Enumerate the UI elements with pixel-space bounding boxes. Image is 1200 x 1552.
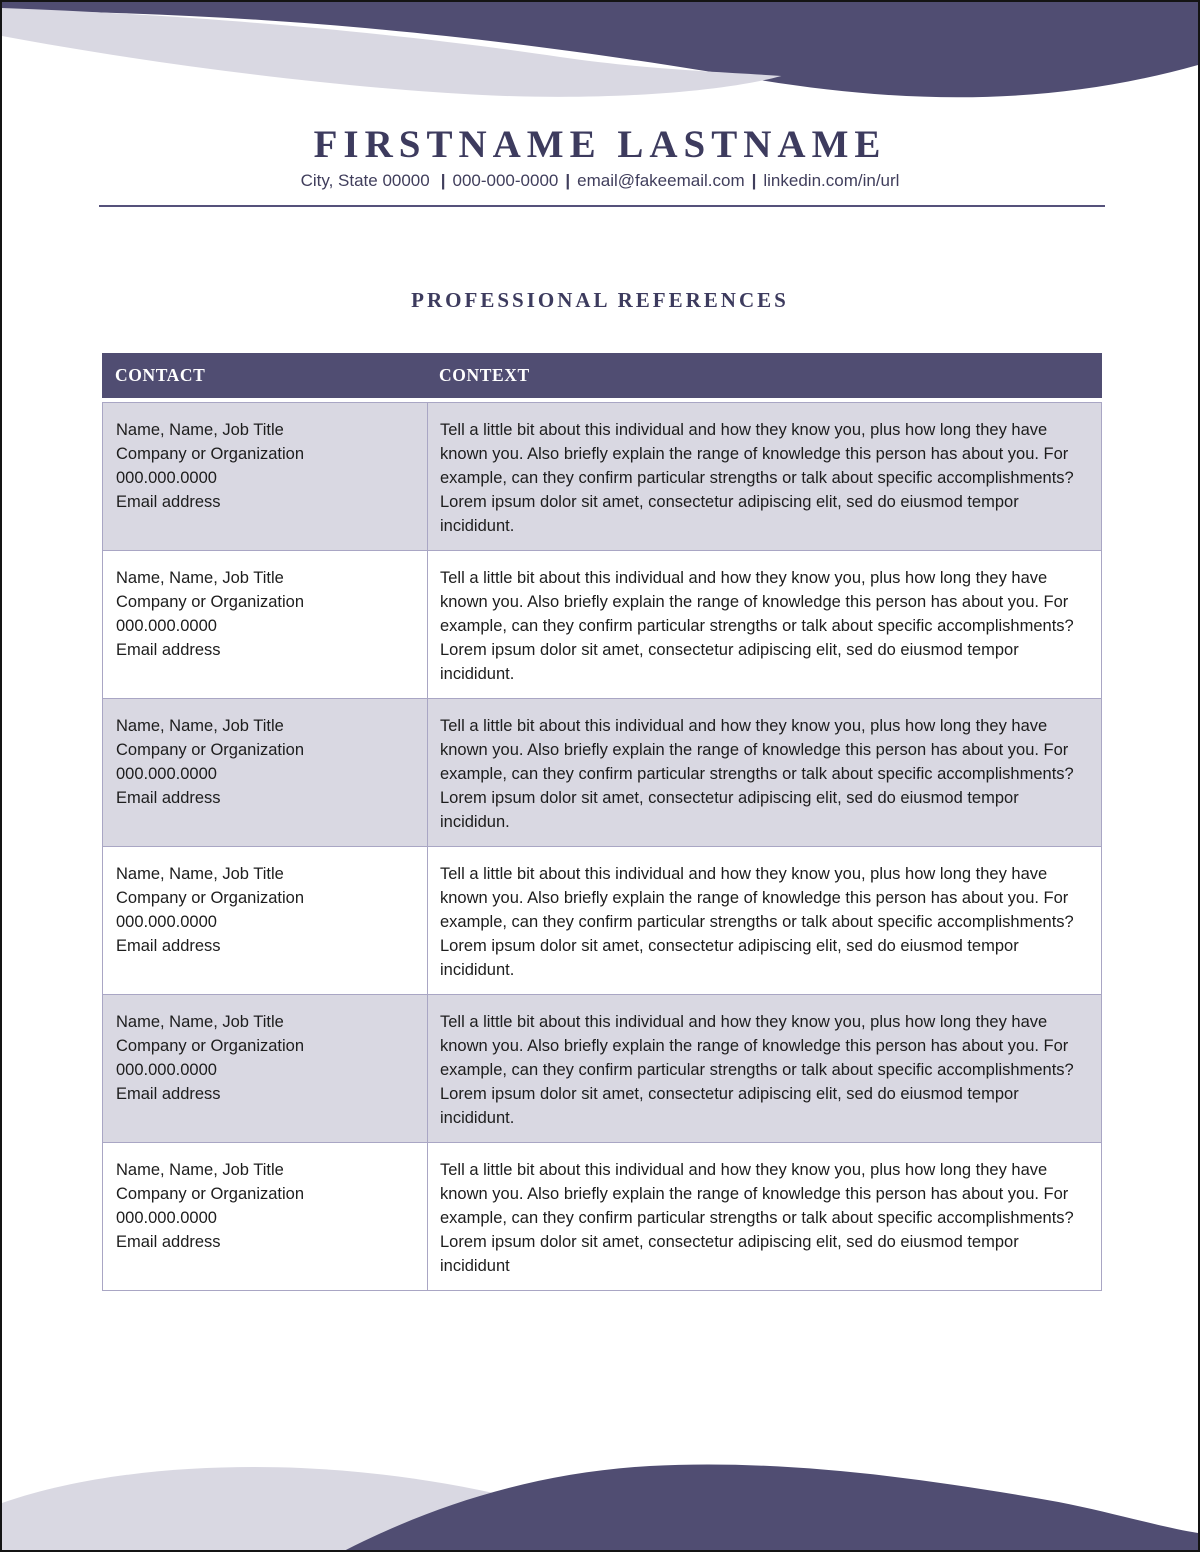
table-header-row (102, 353, 1102, 398)
column-header-contact: CONTACT (115, 365, 206, 385)
reference-phone: 000.000.0000 (116, 765, 217, 783)
reference-name: Name, Name, Job Title (116, 421, 284, 439)
context-cell (428, 1143, 1101, 1290)
bottom-dark-hill-shape (346, 1464, 1198, 1550)
context-cell (428, 699, 1101, 846)
contact-separator: | (440, 171, 446, 190)
reference-company: Company or Organization (116, 1037, 305, 1055)
table-row (103, 846, 1101, 994)
reference-email: Email address (116, 789, 221, 807)
references-table (102, 353, 1102, 1291)
contact-cell (103, 847, 428, 994)
reference-phone: 000.000.0000 (116, 617, 217, 635)
reference-name: Name, Name, Job Title (116, 569, 284, 587)
table-row (103, 403, 1101, 550)
table-body (102, 402, 1102, 1291)
reference-phone: 000.000.0000 (116, 913, 217, 931)
reference-email: Email address (116, 641, 221, 659)
reference-email: Email address (116, 493, 221, 511)
context-text: Tell a little bit about this individual and how they know you, plus how long they have known you. Also briefly explain the range of knowledge this person has about you. For example, can they confirm particular strengths or talk about specific accomplishments? Lorem ipsum dolor sit amet, consectetur adipiscing elit, sed do eiusmod tempor incididun. (440, 717, 1074, 831)
context-cell (428, 995, 1101, 1142)
reference-company: Company or Organization (116, 1185, 305, 1203)
top-wave-decoration (2, 2, 1198, 234)
context-text: Tell a little bit about this individual and how they know you, plus how long they have known you. Also briefly explain the range of knowledge this person has about you. For example, can they confirm particular strengths or talk about specific accomplishments? Lorem ipsum dolor sit amet, consectetur adipiscing elit, sed do eiusmod tempor incididunt. (440, 1013, 1074, 1127)
contact-cell (103, 403, 428, 550)
contact-cell (103, 1143, 428, 1290)
reference-email: Email address (116, 1085, 221, 1103)
bottom-wave-decoration (2, 1315, 1198, 1550)
context-text: Tell a little bit about this individual and how they know you, plus how long they have known you. Also briefly explain the range of knowledge this person has about you. For example, can they confirm particular strengths or talk about specific accomplishments? Lorem ipsum dolor sit amet, consectetur adipiscing elit, sed do eiusmod tempor incididunt (440, 1161, 1074, 1275)
reference-name: Name, Name, Job Title (116, 717, 284, 735)
contact-email: email@fakeemail.com (577, 171, 745, 190)
context-text: Tell a little bit about this individual and how they know you, plus how long they have known you. Also briefly explain the range of knowledge this person has about you. For example, can they confirm particular strengths or talk about specific accomplishments? Lorem ipsum dolor sit amet, consectetur adipiscing elit, sed do eiusmod tempor incididunt. (440, 421, 1074, 535)
reference-phone: 000.000.0000 (116, 1209, 217, 1227)
reference-company: Company or Organization (116, 889, 305, 907)
document-title-name: FIRSTNAME LASTNAME (313, 123, 887, 166)
context-cell (428, 403, 1101, 550)
contact-cell (103, 551, 428, 698)
contact-cell (103, 995, 428, 1142)
header-divider-line (99, 205, 1105, 207)
reference-email: Email address (116, 937, 221, 955)
reference-phone: 000.000.0000 (116, 1061, 217, 1079)
table-row (103, 994, 1101, 1142)
table-row (103, 1142, 1101, 1290)
table-row (103, 698, 1101, 846)
contact-separator: | (751, 171, 757, 190)
reference-company: Company or Organization (116, 445, 305, 463)
context-cell (428, 551, 1101, 698)
contact-phone: 000-000-0000 (452, 171, 559, 190)
reference-name: Name, Name, Job Title (116, 865, 284, 883)
contact-linkedin: linkedin.com/in/url (763, 171, 900, 190)
reference-email: Email address (116, 1233, 221, 1251)
contact-cell (103, 699, 428, 846)
reference-name: Name, Name, Job Title (116, 1161, 284, 1179)
section-title: PROFESSIONAL REFERENCES (411, 288, 789, 312)
context-cell (428, 847, 1101, 994)
reference-phone: 000.000.0000 (116, 469, 217, 487)
context-text: Tell a little bit about this individual and how they know you, plus how long they have known you. Also briefly explain the range of knowledge this person has about you. For example, can they confirm particular strengths or talk about specific accomplishments? Lorem ipsum dolor sit amet, consectetur adipiscing elit, sed do eiusmod tempor incididunt. (440, 569, 1074, 683)
column-header-context: CONTEXT (439, 365, 530, 385)
reference-company: Company or Organization (116, 593, 305, 611)
reference-name: Name, Name, Job Title (116, 1013, 284, 1031)
contact-separator: | (565, 171, 571, 190)
context-text: Tell a little bit about this individual and how they know you, plus how long they have known you. Also briefly explain the range of knowledge this person has about you. For example, can they confirm particular strengths or talk about specific accomplishments? Lorem ipsum dolor sit amet, consectetur adipiscing elit, sed do eiusmod tempor incididunt. (440, 865, 1074, 979)
reference-company: Company or Organization (116, 741, 305, 759)
table-row (103, 550, 1101, 698)
contact-location: City, State 00000 (300, 171, 430, 190)
contact-info-line (2, 171, 1198, 191)
